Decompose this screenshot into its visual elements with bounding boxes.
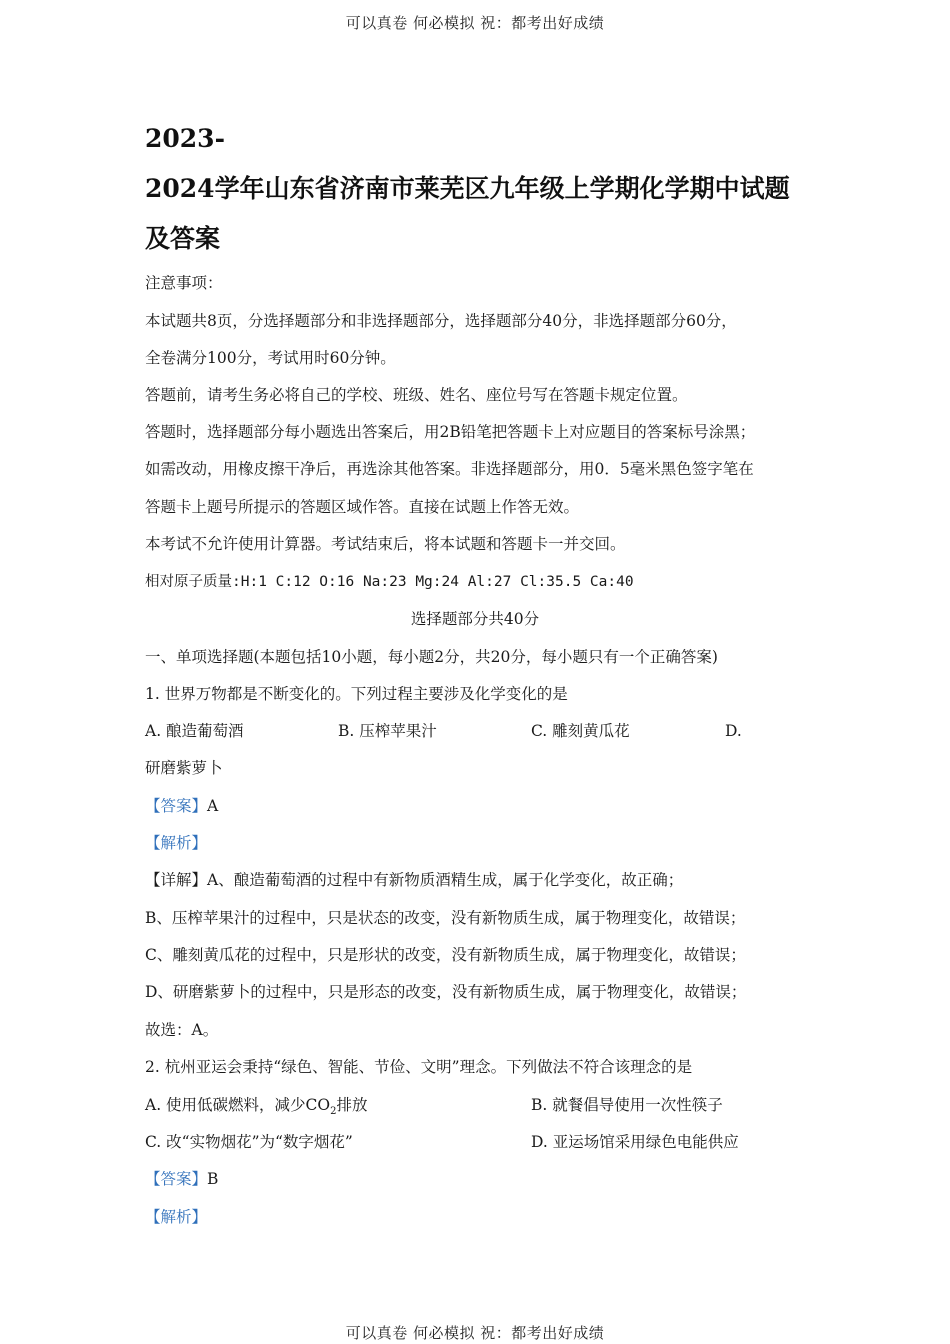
q2-answer [145,1168,218,1190]
q1-option-d: D. [725,722,742,740]
q1-answer [145,795,218,817]
subscript: 2 [330,1106,337,1118]
doc-title-line3: 及答案 [145,224,221,253]
q2-option-b: B. 就餐倡导使用一次性筷子 [531,1096,723,1114]
answer-value: A [207,797,219,815]
notice-heading: 注意事项： [145,274,223,292]
q2-analysis-tag: 【解析】 [145,1208,208,1226]
part-one-heading: 一、单项选择题(本题包括10小题，每小题2分，共20分，每小题只有一个正确答案) [145,648,718,666]
notice-line: 全卷满分100分，考试用时60分钟。 [145,349,396,367]
page-footer: 可以真卷 何必模拟 祝：都考出好成绩 [345,1324,605,1342]
q2-option-d: D. 亚运场馆采用绿色电能供应 [531,1133,739,1151]
answer-tag: 【答案】 [145,1170,208,1188]
detail-tag: 【详解】 [145,871,208,889]
q1-option-c: C. 雕刻黄瓜花 [531,722,630,740]
answer-tag: 【答案】 [145,797,208,815]
section-title: 选择题部分共40分 [410,610,540,628]
page-header: 可以真卷 何必模拟 祝：都考出好成绩 [345,14,605,32]
notice-line: 答题卡上题号所提示的答题区域作答。直接在试题上作答无效。 [145,498,580,516]
question-2-stem: 2. 杭州亚运会秉持“绿色、智能、节俭、文明”理念。下列做法不符合该理念的是 [145,1058,693,1076]
detail-line: A、酿造葡萄酒的过程中有新物质酒精生成，属于化学变化，故正确； [207,871,684,889]
option-a-tail: 排放 [336,1096,368,1114]
q1-analysis-tag: 【解析】 [145,834,208,852]
question-1-stem: 1. 世界万物都是不断变化的。下列过程主要涉及化学变化的是 [145,685,568,703]
q2-option-c: C. 改“实物烟花”为“数字烟花” [145,1133,353,1151]
detail-line: D、研磨紫萝卜的过程中，只是形态的改变，没有新物质生成，属于物理变化，故错误； [145,983,747,1001]
q1-detail [145,869,683,891]
q1-option-a: A. 酿造葡萄酒 [145,722,244,740]
answer-value: B [207,1170,219,1188]
notice-line: 本试题共8页，分选择题部分和非选择题部分，选择题部分40分，非选择题部分60分， [145,312,737,330]
detail-line: 故选：A。 [145,1021,219,1039]
option-a-text: A. 使用低碳燃料，减少CO [145,1096,331,1114]
doc-title-line2: 2024学年山东省济南市莱芜区九年级上学期化学期中试题 [145,174,790,203]
doc-title-line1: 2023- [145,124,225,153]
q1-option-b: B. 压榨苹果汁 [338,722,437,740]
notice-line: 本考试不允许使用计算器。考试结束后，将本试题和答题卡一并交回。 [145,535,626,553]
notice-line: 如需改动，用橡皮擦干净后，再选涂其他答案。非选择题部分，用0．5毫米黑色签字笔在 [145,460,754,478]
q1-option-d-text: 研磨紫萝卜 [145,759,223,777]
atomic-mass-line: 相对原子质量:H:1 C:12 O:16 Na:23 Mg:24 Al:27 Cl:35.5 Ca:40 [145,574,634,590]
detail-line: B、压榨苹果汁的过程中，只是状态的改变，没有新物质生成，属于物理变化，故错误； [145,909,746,927]
notice-line: 答题时，选择题部分每小题选出答案后，用2B铅笔把答题卡上对应题目的答案标号涂黑； [145,423,756,441]
q2-option-a [145,1094,368,1123]
notice-line: 答题前，请考生务必将自己的学校、班级、姓名、座位号写在答题卡规定位置。 [145,386,688,404]
detail-line: C、雕刻黄瓜花的过程中，只是形状的改变，没有新物质生成，属于物理变化，故错误； [145,946,746,964]
